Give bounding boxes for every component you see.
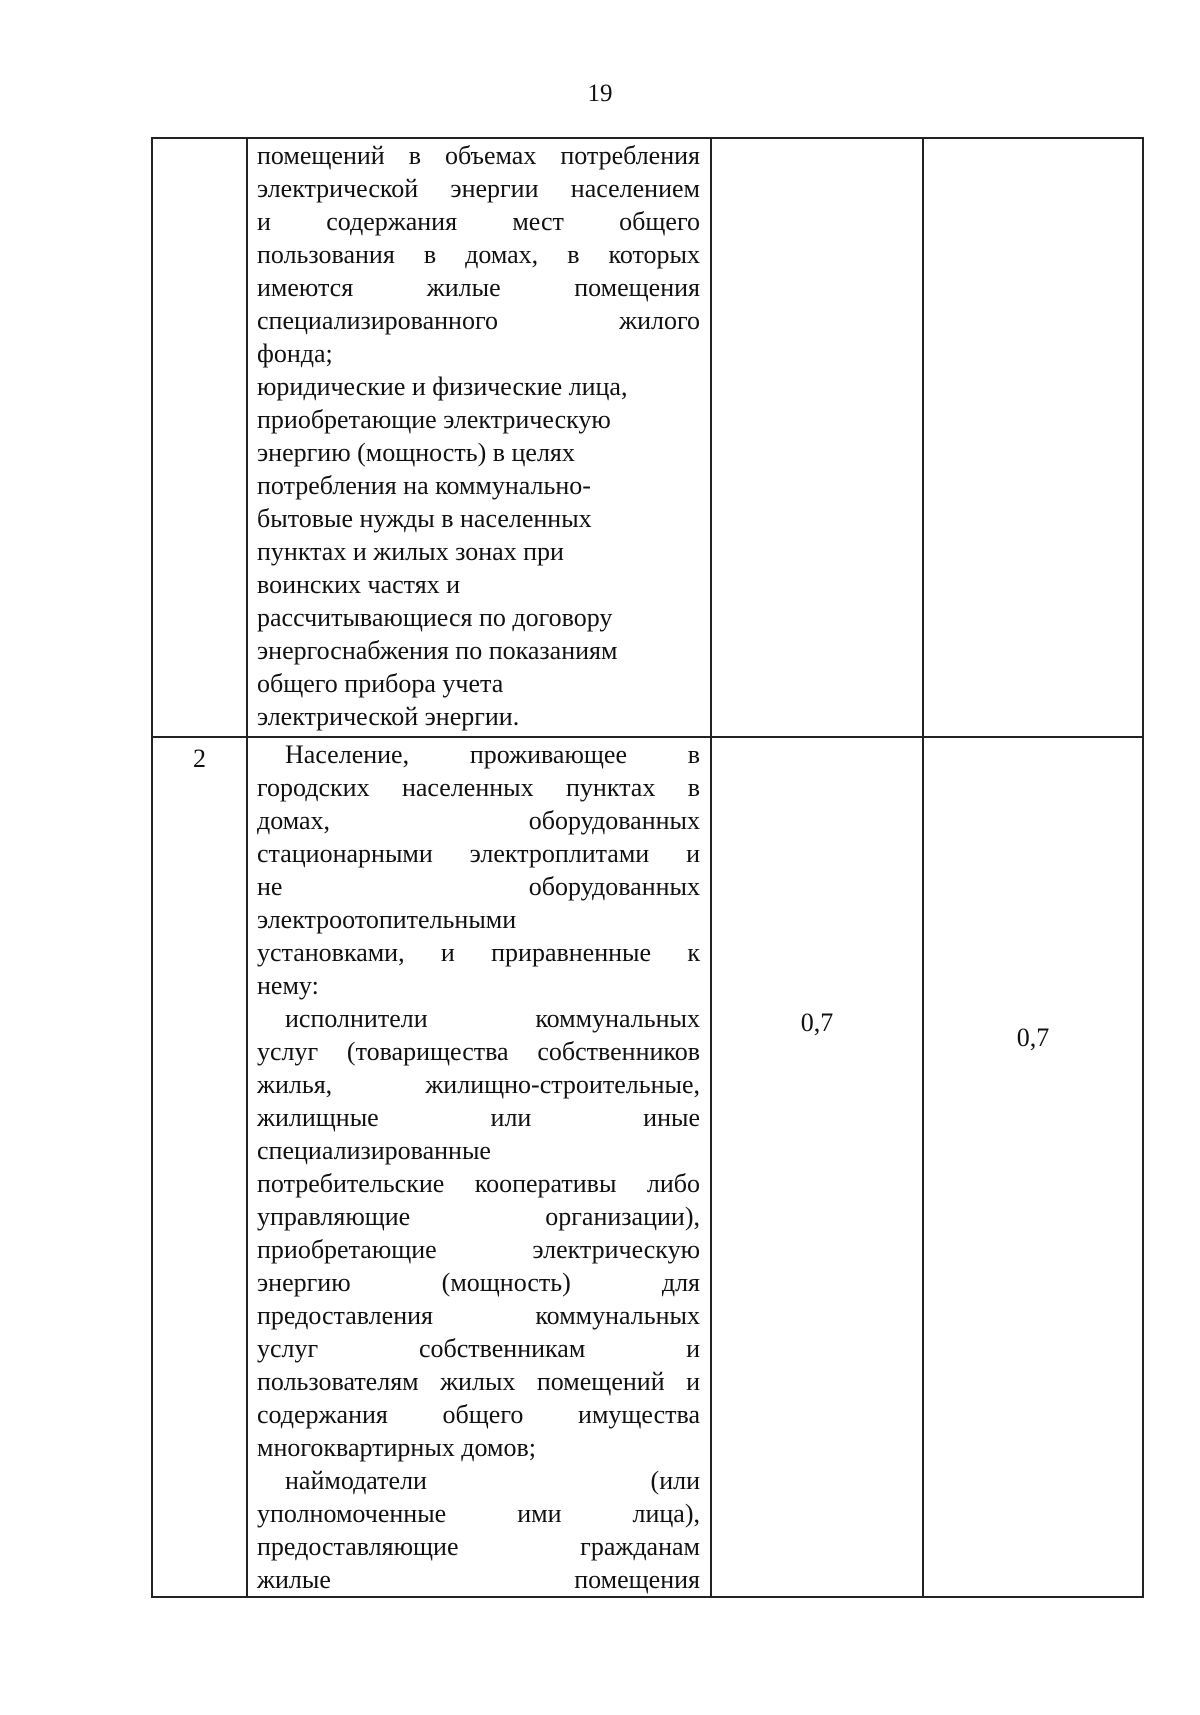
- description-line: специализированные: [257, 1136, 491, 1165]
- value-2: 0,7: [1016, 1023, 1050, 1052]
- description-line: управляющие организации),: [257, 1202, 700, 1231]
- description-line: услуг (товарищества собственников: [257, 1037, 700, 1066]
- description-cell: [247, 737, 711, 1597]
- description-line: домах, оборудованных: [257, 806, 700, 835]
- description-line: городских населенных пунктах в: [257, 773, 700, 802]
- description-line: имеются жилые помещения: [257, 273, 700, 302]
- description-line: энергоснабжения по показаниям: [257, 636, 618, 665]
- description-line: приобретающие электрическую: [257, 405, 611, 434]
- description-line: нему:: [257, 971, 319, 1000]
- table-row: [152, 138, 1143, 737]
- description-line: бытовые нужды в населенных: [257, 504, 592, 533]
- description-line: и содержания мест общего: [257, 207, 700, 236]
- description-line: содержания общего имущества: [257, 1400, 700, 1429]
- description-line: Население, проживающее в: [285, 740, 700, 769]
- description-line: фонда;: [257, 339, 333, 368]
- row-number-cell: [152, 138, 247, 737]
- description-line: электрической энергии населением: [257, 174, 700, 203]
- value-cell-2: [923, 737, 1143, 1597]
- description-line: наймодатели (или: [285, 1466, 700, 1495]
- description-line: энергию (мощность) в целях: [257, 438, 575, 467]
- description-line: рассчитывающиеся по договору: [257, 603, 613, 632]
- description-line: жилья, жилищно-строительные,: [257, 1070, 700, 1099]
- description-line: электроотопительными: [257, 905, 517, 934]
- description-line: юридические и физические лица,: [257, 372, 628, 401]
- description-line: воинских частях и: [257, 570, 461, 599]
- description-cell: [247, 138, 711, 737]
- description-line: не оборудованных: [257, 872, 700, 901]
- row-number-cell: 2: [152, 737, 247, 1597]
- description-line: пользования в домах, в которых: [257, 240, 700, 269]
- description-line: пунктах и жилых зонах при: [257, 537, 564, 566]
- value-1: 0,7: [800, 1008, 834, 1037]
- value-cell-2: [923, 138, 1143, 737]
- description-line: электрической энергии.: [257, 702, 520, 731]
- description-line: пользователям жилых помещений и: [257, 1367, 700, 1396]
- description-line: общего прибора учета: [257, 669, 504, 698]
- description-line: специализированного жилого: [257, 306, 700, 335]
- description-line: установками, и приравненные к: [257, 938, 700, 967]
- table-row: [152, 737, 1143, 1597]
- description-line: жилищные или иные: [257, 1103, 700, 1132]
- description-line: потребления на коммунально-: [257, 471, 591, 500]
- description-line: предоставления коммунальных: [257, 1301, 700, 1330]
- description-line: исполнители коммунальных: [285, 1004, 700, 1033]
- description-line: потребительские кооперативы либо: [257, 1169, 700, 1198]
- description-line: предоставляющие гражданам: [257, 1532, 700, 1561]
- value-cell-1: [711, 138, 923, 737]
- description-line: уполномоченные ими лица),: [257, 1499, 700, 1528]
- description-line: помещений в объемах потребления: [257, 141, 700, 170]
- description-line: многоквартирных домов;: [257, 1433, 536, 1462]
- description-line: энергию (мощность) для: [257, 1268, 700, 1297]
- description-line: жилые помещения: [257, 1565, 700, 1594]
- page-number: 19: [587, 80, 613, 107]
- tariff-table: [151, 137, 1144, 1598]
- description-line: приобретающие электрическую: [257, 1235, 700, 1264]
- description-line: услуг собственникам и: [257, 1334, 700, 1363]
- description-line: стационарными электроплитами и: [257, 839, 700, 868]
- value-cell-1: [711, 737, 923, 1597]
